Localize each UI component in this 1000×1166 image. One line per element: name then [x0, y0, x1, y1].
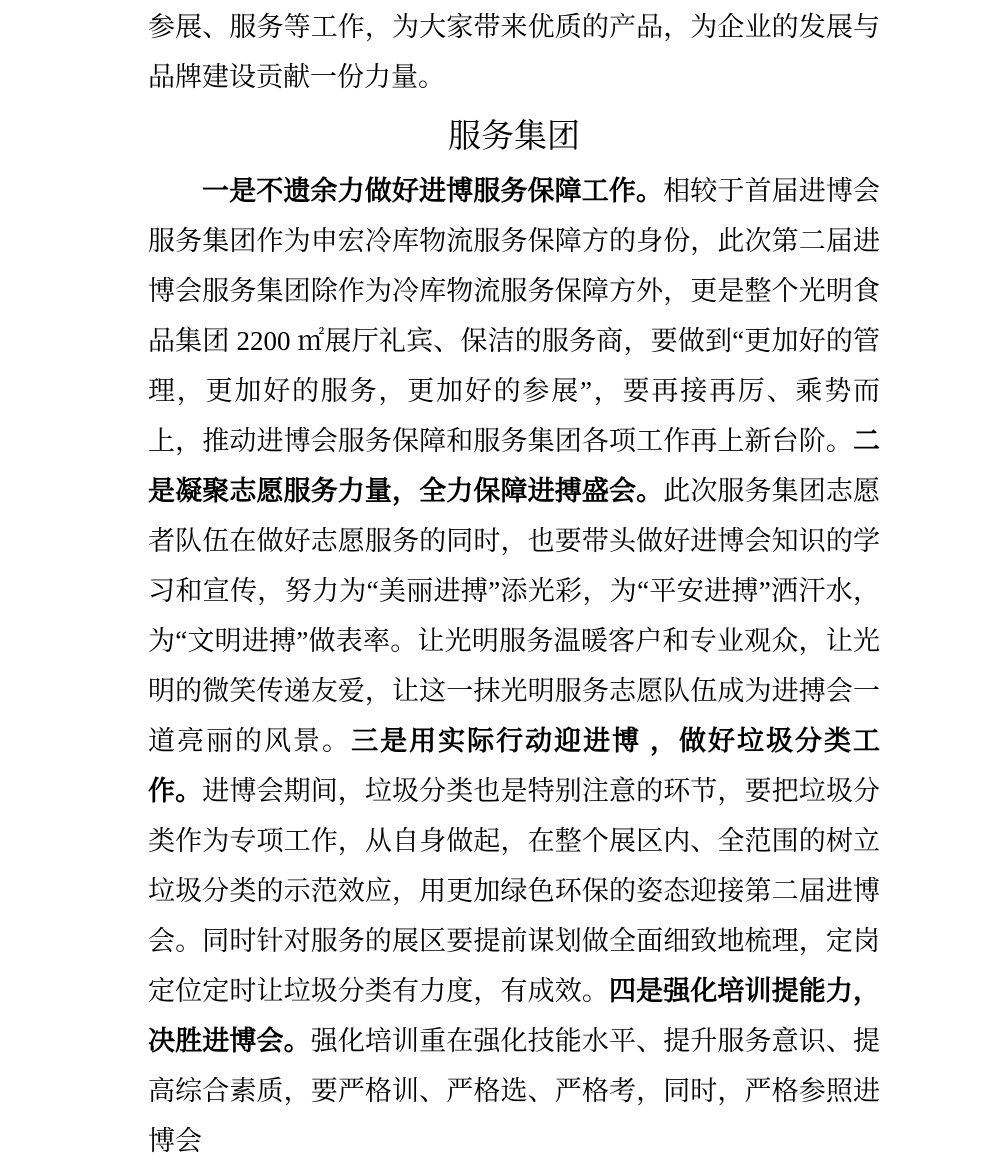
text-segment: 相较于首届进博会服务集团作为申宏冷库物流服务保障方的身份，此次第二届进博会服务集团除作为冷库物流服务保障方外，更是整个光明食品集团 2200 ㎡展厅礼宾、保洁的服务商，要做到“更加好的管理，更加好的服务，更加好的参展”，要再接再厉、乘势而上，推动进博会服务保障和服务集团各项工作再上新台阶。: [148, 176, 880, 456]
leading-paragraph: 参展、服务等工作，为大家带来优质的产品，为企业的发展与品牌建设贡献一份力量。: [148, 12, 880, 92]
emphasis-segment: 一是不遗余力做好进博服务保障工作。: [202, 176, 664, 206]
text-segment: 强化培训重在强化技能水平、提升服务意识、提高综合素质，要严格训、严格选、严格考，同时，严格参照进博会: [148, 1026, 881, 1156]
emphasis-segment: 三是用实际行动迎进博 ，做好垃圾分类工作。: [148, 726, 881, 806]
main-paragraph: [148, 166, 880, 1166]
text-segment: 此次服务集团志愿者队伍在做好志愿服务的同时，也要带头做好进博会知识的学习和宣传，努力为“美丽进搏”添光彩，为“平安进搏”洒汗水，为“文明进搏”做表率。让光明服务温暖客户和专业观众，让光明的微笑传递友爱，让这一抹光明服务志愿队伍成为进搏会一道亮丽的风景。: [148, 476, 881, 756]
document-page: [148, 0, 880, 1166]
emphasis-segment: 四是强化培训提能力，决胜进博会。: [148, 976, 881, 1056]
emphasis-segment: 二是凝聚志愿服务力量，全力保障进搏盛会。: [148, 426, 880, 506]
section-heading: 服务集团: [448, 119, 580, 155]
text-segment: 进博会期间，垃圾分类也是特别注意的环节，要把垃圾分类作为专项工作，从自身做起，在整个展区内、全范围的树立垃圾分类的示范效应，用更加绿色环保的姿态迎接第二届进博会。同时针对服务的展区要提前谋划做全面细致地梳理，定岗定位定时让垃圾分类有力度，有成效。: [148, 776, 881, 1006]
